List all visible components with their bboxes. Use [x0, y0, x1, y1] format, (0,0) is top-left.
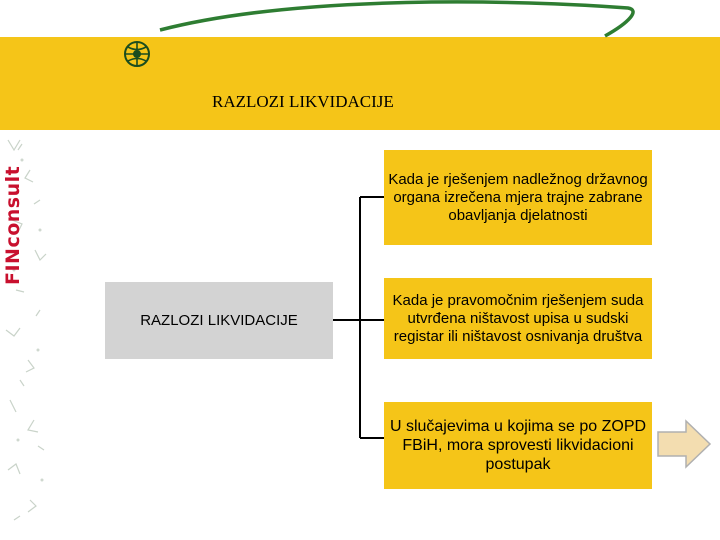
root-node: RAZLOZI LIKVIDACIJE [105, 282, 333, 359]
page-title: RAZLOZI LIKVIDACIJE [212, 92, 394, 111]
globe-ornament-icon [123, 40, 151, 68]
reason-node-1: Kada je rješenjem nadležnog državnog organa izrečena mjera trajne zabrane obavljanja djelatnosti [384, 150, 652, 245]
brand-logo-text: FINconsult [2, 165, 24, 285]
header-swoosh [0, 0, 720, 140]
reason-node-2: Kada je pravomočnim rješenjem suda utvrđena ništavost upisa u sudski registar ili ništavost osnivanja društva [384, 278, 652, 359]
arrow-right-icon[interactable] [656, 418, 712, 470]
reason-node-3: U slučajevima u kojima se po ZOPD FBiH, mora sprovesti likvidacioni postupak [384, 402, 652, 489]
